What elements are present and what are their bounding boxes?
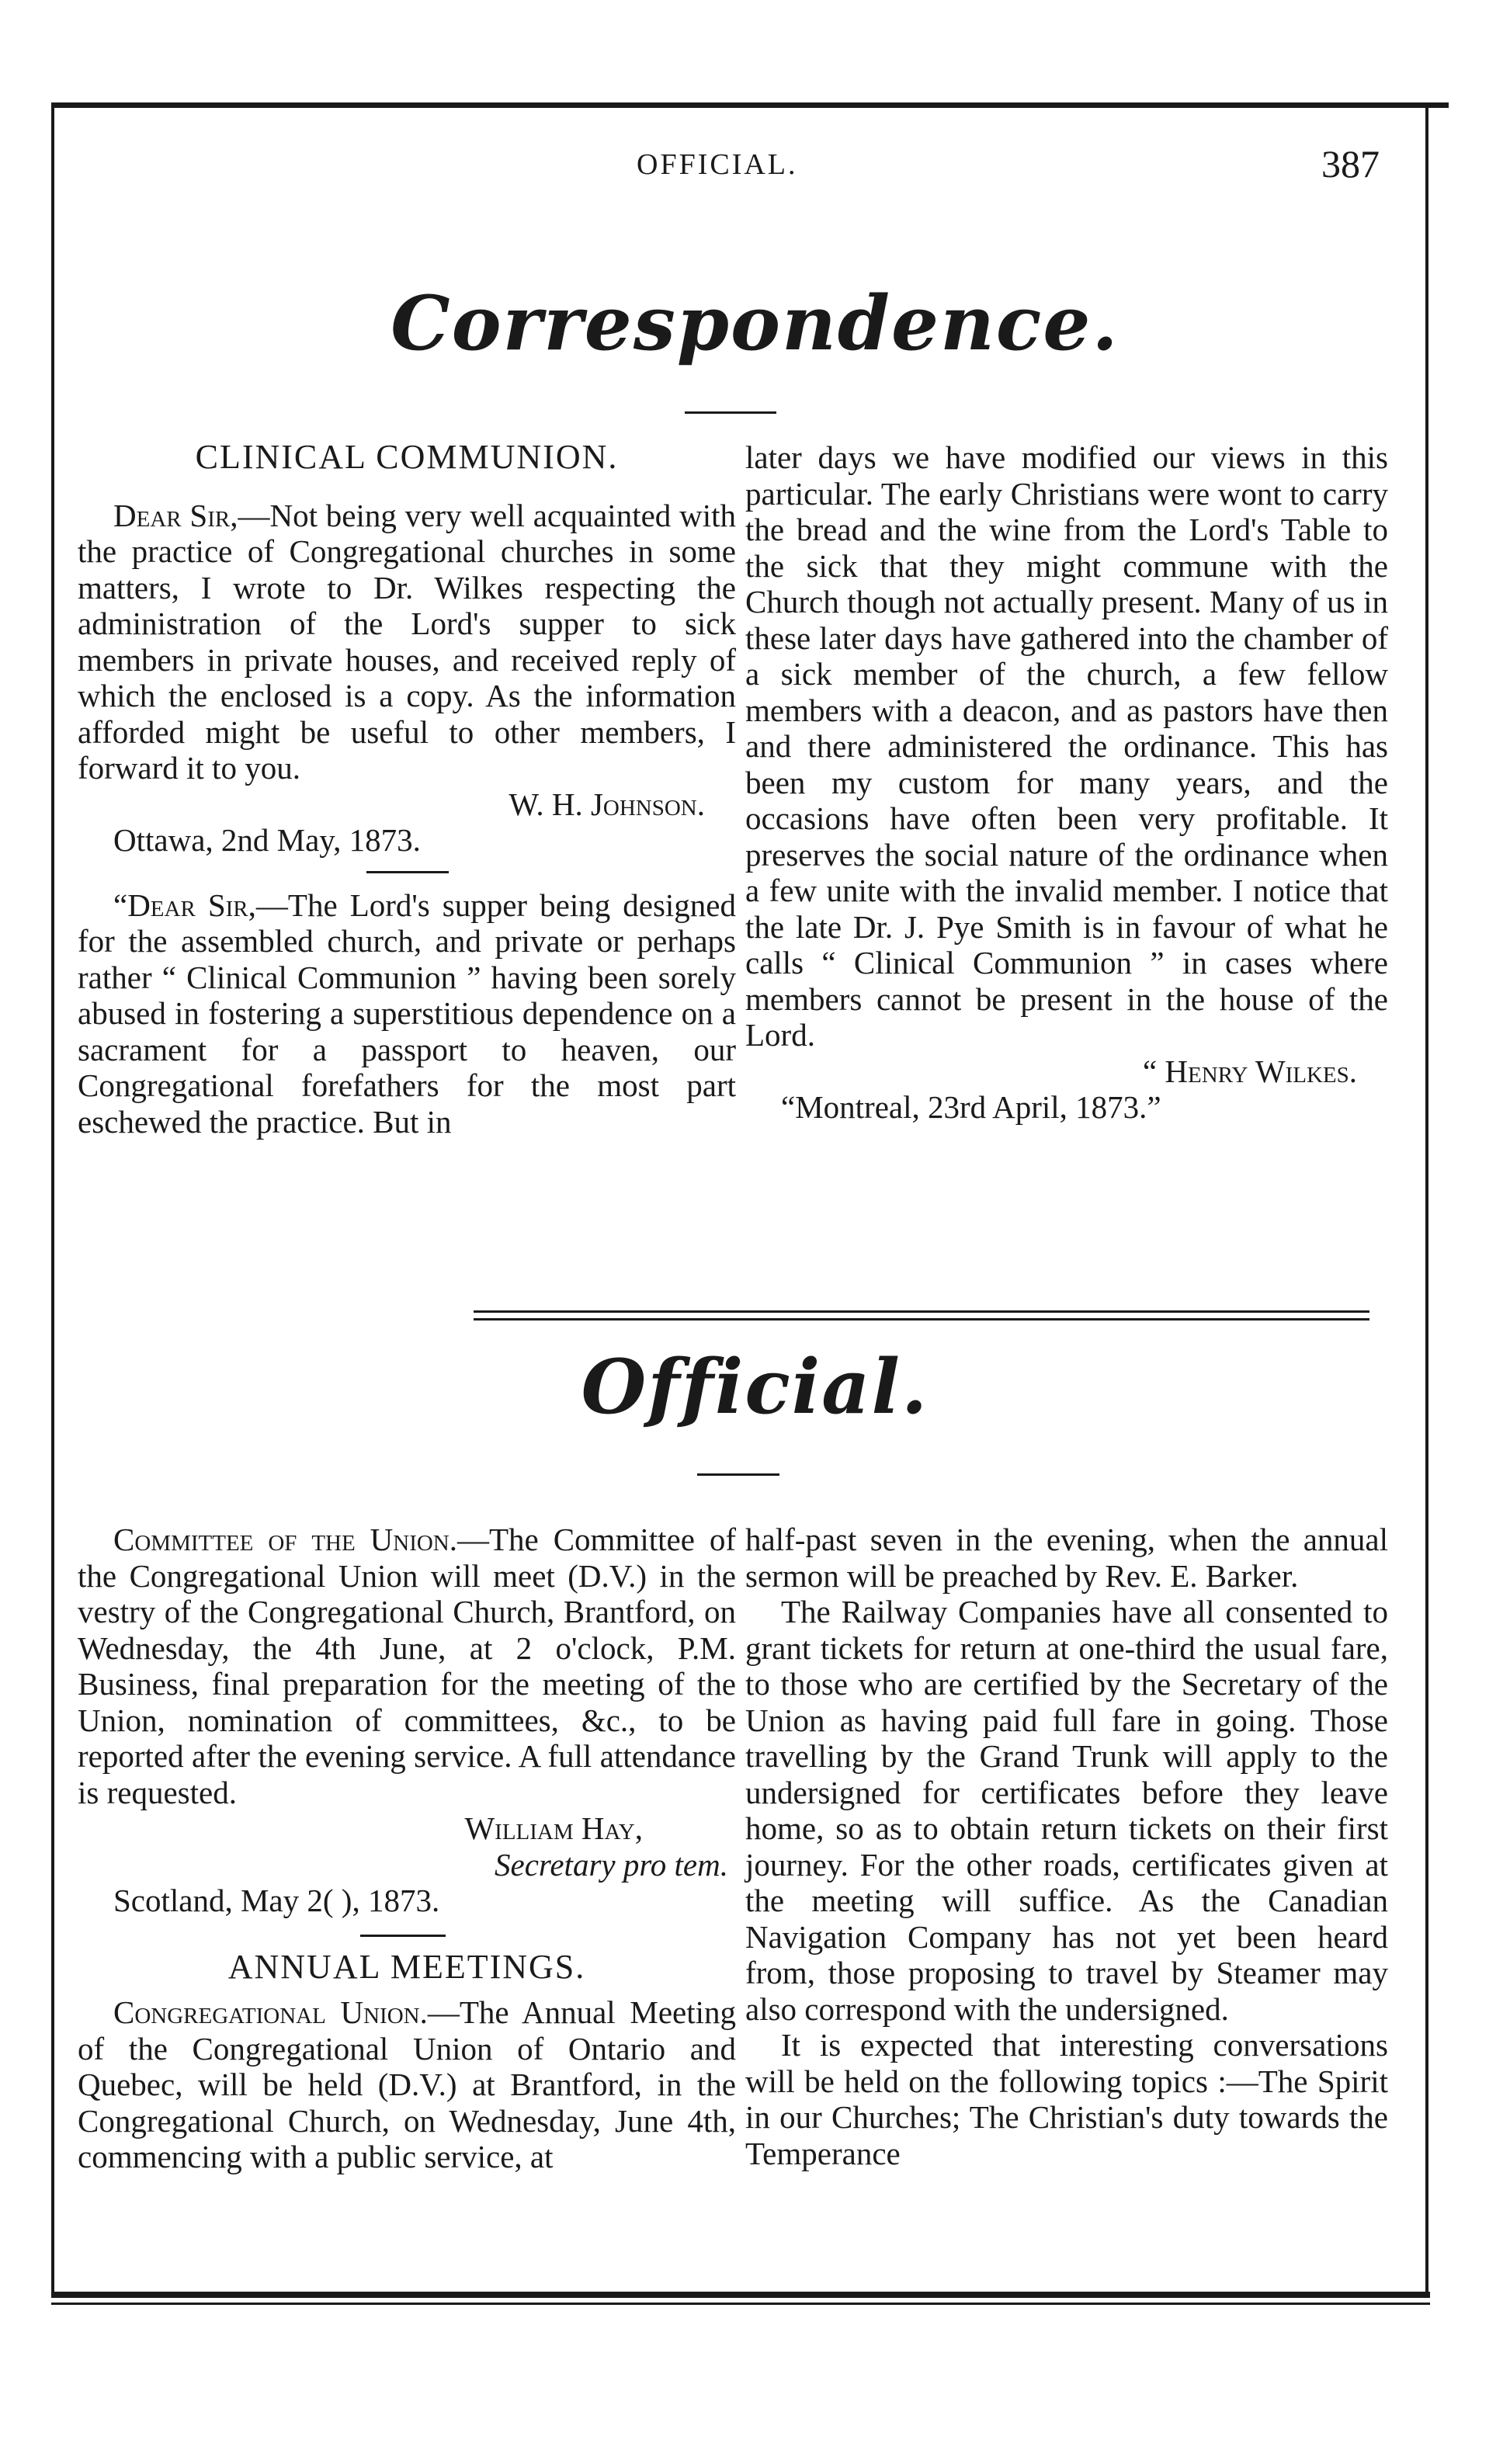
section-title-correspondence: Correspondence. <box>391 279 1119 367</box>
frame-bottom-rule-thin <box>51 2303 1430 2305</box>
annual-lead: Congregational Union. <box>113 1994 428 2030</box>
reply-signature: “ Henry Wilkes. <box>1142 1053 1357 1089</box>
page-number: 387 <box>1321 142 1380 186</box>
reply-body-left: —The Lord's supper being designed for the assembled church, and private or perhaps rather “ Clinical Communion ” having been sorely abused in fostering a superstitious dependence on a sacrament for a passport to heaven, our Congregational forefathers for the most part eschewed the practice. But in <box>78 887 737 1140</box>
committee-place-date: Scotland, May 2( ), 1873. <box>113 1883 440 1918</box>
reply-place-date: “Montreal, 23rd April, 1873.” <box>781 1089 1161 1125</box>
committee-lead: Committee of the Union. <box>113 1522 458 1557</box>
reply-body-right: later days we have modified our views in this particular. The early Christians were wont to carry the bread and the wine from the Lord's Table to the sick that they might commune with the Church though not actually present. Many of us in these later days have gathered into the chamber of a sick member of the church, a few fellow members with a deacon, and as pastors have then and there administered the ordinance. This has been my custom for many years, and the occasions have often been very profitable. It preserves the social nature of the ordinance when a few unite with the invalid member. I notice that the late Dr. J. Pye Smith is in favour of what he calls “ Clinical Communion ” in cases where members cannot be present in the house of the Lord. <box>745 439 1388 1053</box>
letter-intro-signature: W. H. Johnson. <box>509 786 705 822</box>
title-rule-official <box>697 1473 779 1476</box>
correspondence-left-column <box>78 439 736 1140</box>
official-left-column <box>78 1522 736 2175</box>
section-divider-top <box>474 1310 1369 1313</box>
reply-salutation: “Dear Sir, <box>113 887 256 923</box>
frame-left-rule <box>51 102 54 2296</box>
letter-intro-body: —Not being very well acquainted with the practice of Congregational churches in some matters, I wrote to Dr. Wilkes respecting the administration of the Lord's supper to sick members in private houses, and received reply of which the enclosed is a copy. As the information afforded might be useful to other members, I forward it to you. <box>78 497 736 786</box>
committee-signature: William Hay, <box>464 1810 643 1846</box>
committee-signature-title: Secretary pro tem. <box>495 1846 728 1883</box>
title-rule <box>685 411 776 414</box>
running-head: OFFICIAL. <box>637 148 798 181</box>
reply-letter-part1 <box>78 887 736 1140</box>
frame-right-rule <box>1425 102 1428 2296</box>
section-title-official: Official. <box>581 1343 929 1431</box>
official-right-column <box>745 1522 1388 2171</box>
article-heading-clinical-communion: CLINICAL COMMUNION. <box>195 438 619 476</box>
conversations-notice: It is expected that interesting conversations will be held on the following topics :—The Spirit in our Churches; The Christian's duty towards the Temperance <box>745 2027 1388 2171</box>
section-divider-bottom <box>474 1318 1369 1320</box>
annual-meetings-heading: ANNUAL MEETINGS. <box>227 1947 586 1986</box>
letter-separator-rule <box>366 871 449 873</box>
letter-intro-place-date: Ottawa, 2nd May, 1873. <box>113 822 421 858</box>
annual-body: —The Annual Meeting of the Congregational Union of Ontario and Quebec, will be held (D.V.) at Brantford, in the Congregational Church, on Wednesday, June 4th, commencing with a public service, at <box>78 1994 736 2174</box>
committee-body: —The Committee of the Congregational Union will meet (D.V.) in the vestry of the Congregational Church, Brantford, on Wednesday, the 4th June, at 2 o'clock, P.M. Business, final preparation for the meeting of the Union, nomination of committees, &c., to be reported after the evening service. A full attendance is requested. <box>78 1522 737 1810</box>
letter-intro-salutation: Dear Sir, <box>113 497 238 533</box>
frame-top-rule <box>51 102 1449 108</box>
annual-notice <box>78 1994 736 2175</box>
annual-separator-rule <box>360 1935 446 1937</box>
letter-intro <box>78 498 736 786</box>
frame-bottom-rule <box>51 2292 1430 2298</box>
annual-body-continued: half-past seven in the evening, when the annual sermon will be preached by Rev. E. Barker. <box>745 1522 1388 1594</box>
correspondence-right-column <box>745 439 1388 1126</box>
railway-notice: The Railway Companies have all consented to grant tickets for return at one-third the usual fare, to those who are certified by the Secretary of the Union as having paid full fare in going. Those travelling by the Grand Trunk will apply to the undersigned for certificates before they leave home, so as to obtain return tickets on their first journey. For the other roads, certificates given at the meeting will suffice. As the Canadian Navigation Company has not yet been heard from, those proposing to travel by Steamer may also correspond with the undersigned. <box>745 1594 1388 2027</box>
committee-notice <box>78 1522 736 1810</box>
